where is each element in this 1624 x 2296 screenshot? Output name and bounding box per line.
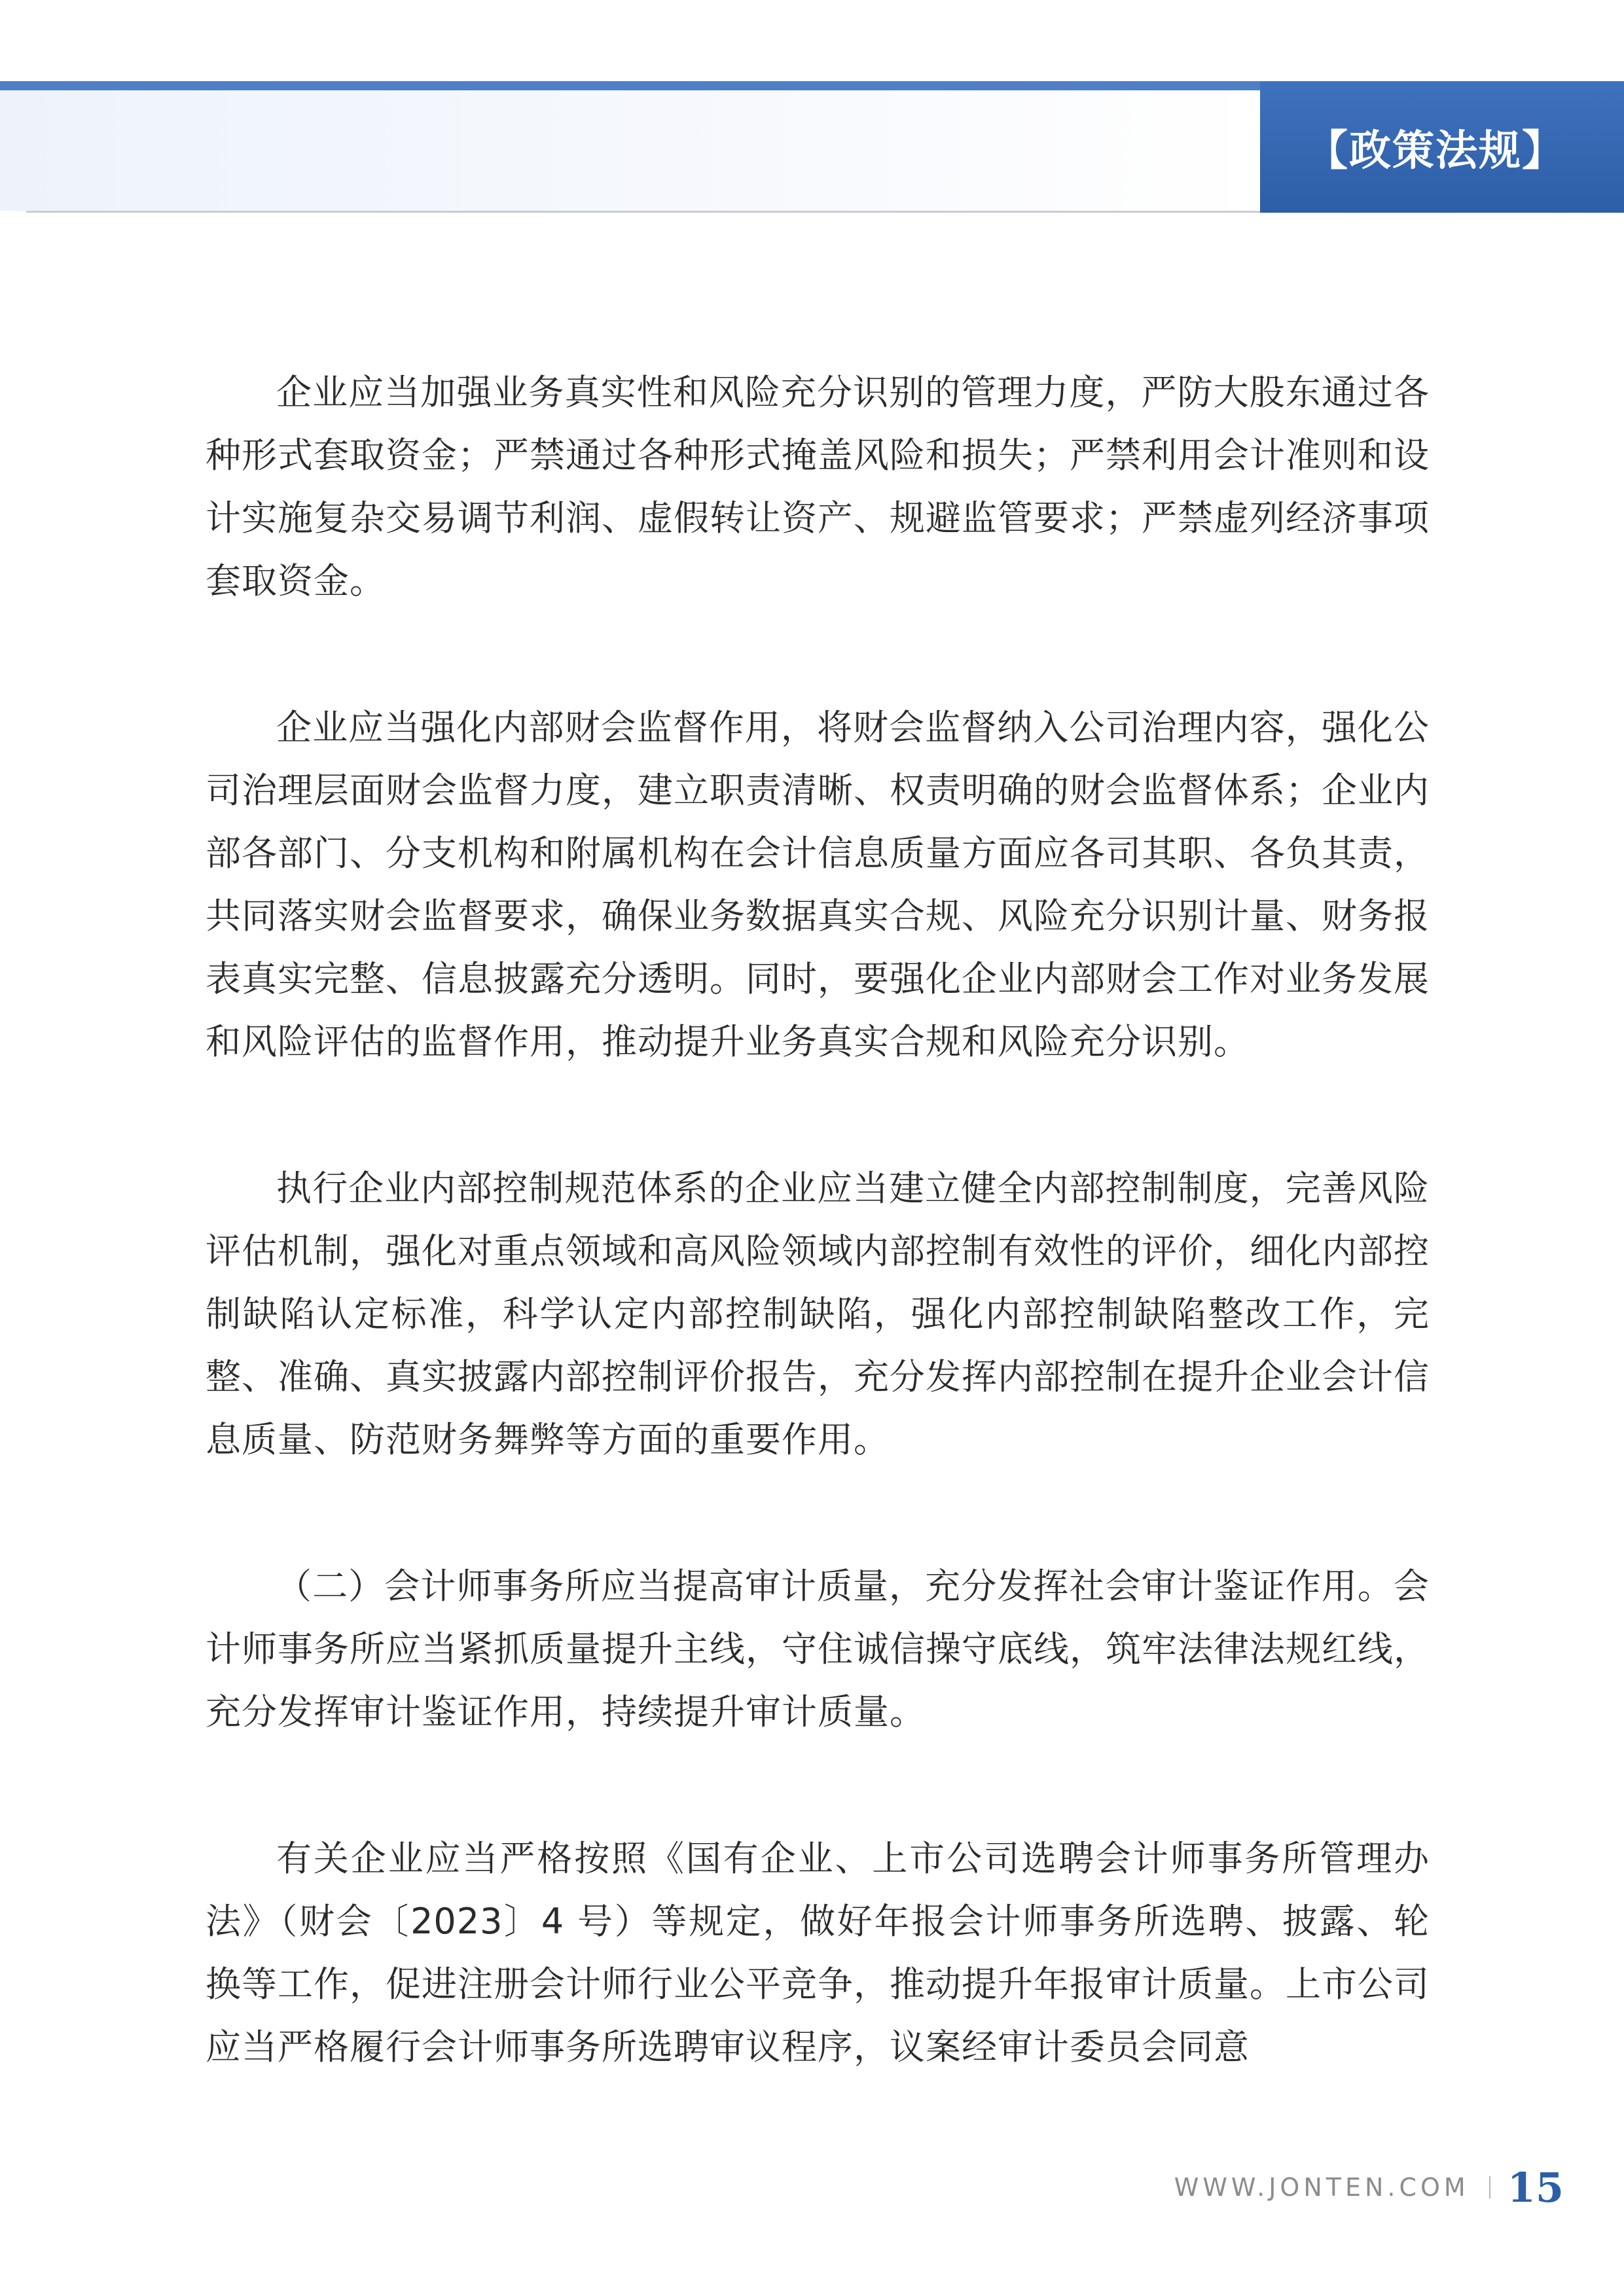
header-band <box>0 90 1260 211</box>
header-accent-line <box>0 81 1260 90</box>
page-number: 15 <box>1507 2163 1564 2212</box>
footer-separator <box>1489 2176 1490 2198</box>
page-footer <box>1174 2161 1564 2214</box>
article-body <box>206 361 1430 2079</box>
website-link[interactable]: WWW.JONTEN.COM <box>1174 2173 1470 2202</box>
header-divider <box>26 211 1260 213</box>
paragraph-3: 执行企业内部控制规范体系的企业应当建立健全内部控制制度，完善风险评估机制，强化对重点领域和高风险领域内部控制有效性的评价，细化内部控制缺陷认定标准，科学认定内部控制缺陷，强化内部控制缺陷整改工作，完整、准确、真实披露内部控制评价报告，充分发挥内部控制在提升企业会计信息质量、防范财务舞弊等方面的重要作用。 <box>206 1168 1430 1460</box>
paragraph-2: 企业应当强化内部财会监督作用，将财会监督纳入公司治理内容，强化公司治理层面财会监督力度，建立职责清晰、权责明确的财会监督体系；企业内部各部门、分支机构和附属机构在会计信息质量方面应各司其职、各负其责，共同落实财会监督要求，确保业务数据真实合规、风险充分识别计量、财务报表真实完整、信息披露充分透明。同时，要强化企业内部财会工作对业务发展和风险评估的监督作用，推动提升业务真实合规和风险充分识别。 <box>206 707 1430 1062</box>
paragraph-4: （二）会计师事务所应当提高审计质量，充分发挥社会审计鉴证作用。会计师事务所应当紧抓质量提升主线，守住诚信操守底线，筑牢法律法规红线，充分发挥审计鉴证作用，持续提升审计质量。 <box>206 1566 1430 1732</box>
paragraph-1: 企业应当加强业务真实性和风险充分识别的管理力度，严防大股东通过各种形式套取资金；严禁通过各种形式掩盖风险和损失；严禁利用会计准则和设计实施复杂交易调节利润、虚假转让资产、规避监管要求；严禁虚列经济事项套取资金。 <box>206 372 1430 601</box>
paragraph-5: 有关企业应当严格按照《国有企业、上市公司选聘会计师事务所管理办法》（财会〔2023〕4 号）等规定，做好年报会计师事务所选聘、披露、轮换等工作，促进注册会计师行业公平竞争，推动提升年报审计质量。上市公司应当严格履行会计师事务所选聘审议程序，议案经审计委员会同意 <box>206 1838 1430 2068</box>
section-tab <box>1260 81 1624 213</box>
section-label: 【政策法规】 <box>1306 126 1565 175</box>
